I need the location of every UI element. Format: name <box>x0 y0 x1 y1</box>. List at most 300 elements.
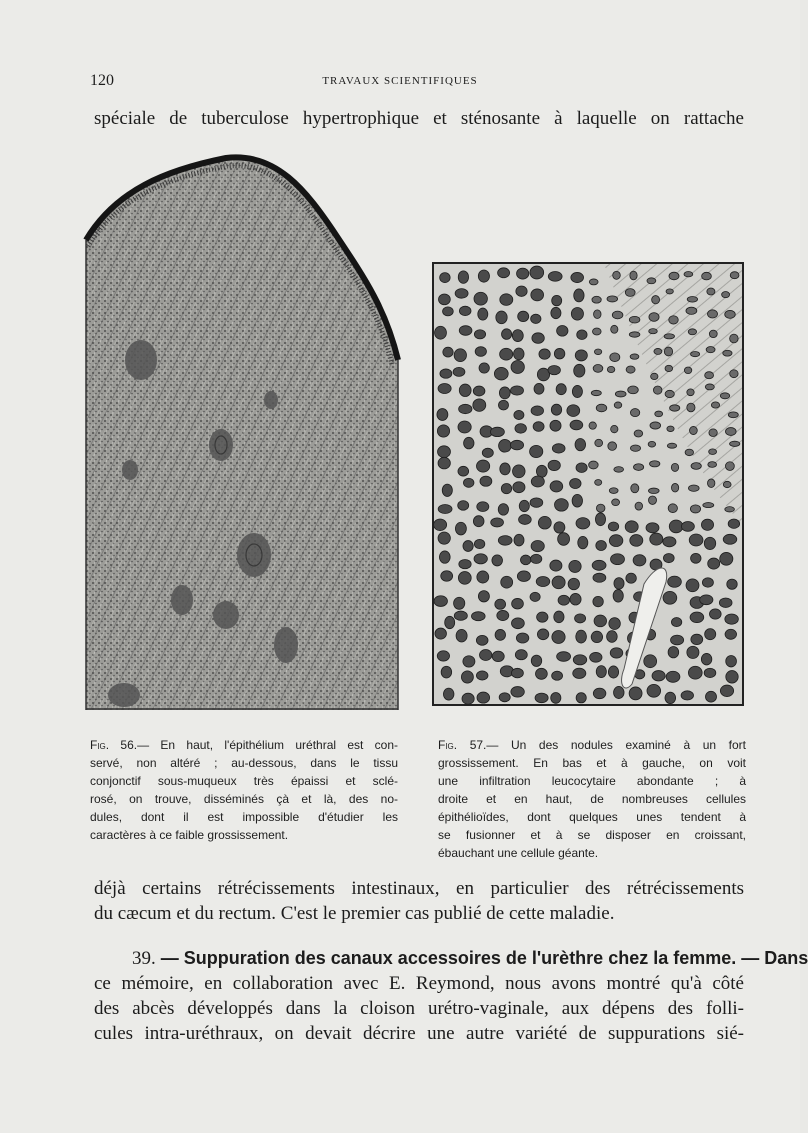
cell-nucleus <box>687 389 694 396</box>
cell-nucleus <box>517 571 530 582</box>
cell-nucleus <box>536 465 547 477</box>
cell-nucleus <box>514 410 524 419</box>
cell-nucleus <box>589 461 599 469</box>
cell-nucleus <box>578 536 588 548</box>
cell-nucleus <box>648 488 659 493</box>
cell-nucleus <box>607 631 618 643</box>
cell-nucleus <box>477 571 489 583</box>
cell-nucleus <box>707 310 717 318</box>
cell-nucleus <box>705 384 714 390</box>
cell-nucleus <box>663 553 674 562</box>
cell-nucleus <box>552 295 562 305</box>
cell-nucleus <box>554 611 564 623</box>
cell-nucleus <box>595 513 605 526</box>
cell-nucleus <box>455 289 468 299</box>
section-number: 39. <box>132 948 156 969</box>
cell-nucleus <box>650 422 661 429</box>
cell-nucleus <box>669 316 679 324</box>
cell-nucleus <box>684 367 691 374</box>
cell-nucleus <box>700 595 713 605</box>
cell-nucleus <box>575 614 586 623</box>
cell-nucleus <box>551 404 561 415</box>
cell-nucleus <box>690 612 704 623</box>
cell-nucleus <box>497 610 509 620</box>
cell-nucleus <box>550 420 561 431</box>
cell-nucleus <box>705 629 716 640</box>
cell-nucleus <box>634 430 643 437</box>
cell-nucleus <box>647 684 661 697</box>
cell-nucleus <box>668 576 682 587</box>
cell-nucleus <box>443 688 453 700</box>
cell-nucleus <box>576 463 587 473</box>
cell-nucleus <box>634 464 644 471</box>
cell-nucleus <box>704 537 715 549</box>
cell-nucleus <box>667 443 676 448</box>
cell-nucleus <box>438 532 450 544</box>
cell-nucleus <box>635 502 643 510</box>
cell-nucleus <box>705 691 716 702</box>
cell-nucleus <box>459 559 471 568</box>
cell-nucleus <box>594 310 601 319</box>
cell-nucleus <box>511 361 524 374</box>
cell-nucleus <box>592 296 601 303</box>
cell-nucleus <box>614 402 622 408</box>
figure-57-micrograph <box>432 262 744 706</box>
cell-nucleus <box>440 273 450 283</box>
figure-56-micrograph <box>86 150 398 710</box>
caption-line: se fusionner et à se disposer en croissant, <box>438 828 746 842</box>
cell-nucleus <box>702 272 712 280</box>
cell-nucleus <box>499 693 510 702</box>
cell-nucleus <box>495 599 506 609</box>
cell-nucleus <box>701 653 711 665</box>
cell-nucleus <box>557 652 571 662</box>
cell-nucleus <box>443 307 454 316</box>
cell-nucleus <box>475 347 486 357</box>
body-line: ce mémoire, en collaboration avec E. Reymond, nous avons montré qu'à côté <box>94 973 744 994</box>
cell-nucleus <box>725 507 735 512</box>
cell-nucleus <box>663 591 677 604</box>
cell-nucleus <box>454 349 466 362</box>
cell-nucleus <box>443 347 453 357</box>
cell-nucleus <box>709 330 717 338</box>
cell-nucleus <box>461 671 473 683</box>
cell-nucleus <box>726 671 738 683</box>
top-text-line: spéciale de tuberculose hypertrophique et sténosante à laquelle on rattache <box>94 108 744 129</box>
cell-nucleus <box>728 519 739 528</box>
caption-line: Fig. 56.— En haut, l'épithélium uréthral est con- <box>90 738 398 752</box>
cell-nucleus <box>571 272 584 282</box>
cell-nucleus <box>669 520 683 533</box>
cell-nucleus <box>574 289 584 302</box>
cell-nucleus <box>439 551 450 563</box>
cell-nucleus <box>652 671 665 681</box>
cell-nucleus <box>458 466 469 476</box>
cell-nucleus <box>500 294 513 306</box>
cell-nucleus <box>592 328 601 335</box>
cell-nucleus <box>607 296 618 302</box>
cell-nucleus <box>725 462 734 471</box>
cell-nucleus <box>532 333 544 344</box>
cell-nucleus <box>517 268 529 279</box>
section-title: Suppuration des canaux accessoires de l'urèthre chez la femme. <box>183 948 737 968</box>
cell-nucleus <box>435 628 446 639</box>
cell-nucleus <box>608 442 617 451</box>
cell-nucleus <box>665 692 676 703</box>
cell-nucleus <box>463 541 473 552</box>
cell-nucleus <box>435 326 447 339</box>
cell-nucleus <box>614 578 624 590</box>
cell-nucleus <box>613 271 621 279</box>
cell-nucleus <box>704 668 716 677</box>
cell-nucleus <box>596 541 607 551</box>
cell-nucleus <box>572 385 582 397</box>
cell-nucleus <box>589 279 598 285</box>
cell-nucleus <box>531 655 541 666</box>
cell-nucleus <box>536 577 550 587</box>
cell-nucleus <box>438 504 452 513</box>
cell-nucleus <box>608 666 618 678</box>
caption-line: conjonctif sous-muqueux très épaissi et sclé- <box>90 774 398 788</box>
cell-nucleus <box>556 384 566 395</box>
cell-nucleus <box>607 366 614 372</box>
cell-nucleus <box>476 635 488 645</box>
cell-nucleus <box>625 521 638 533</box>
cell-nucleus <box>539 349 550 359</box>
cell-nucleus <box>477 692 490 703</box>
cell-nucleus <box>554 522 565 533</box>
cell-nucleus <box>730 334 739 343</box>
cell-nucleus <box>551 692 561 703</box>
cell-nucleus <box>441 571 453 581</box>
cell-nucleus <box>516 633 528 643</box>
cell-nucleus <box>702 578 713 587</box>
cell-nucleus <box>615 391 626 397</box>
cell-nucleus <box>709 449 717 455</box>
cell-nucleus <box>596 504 605 512</box>
cell-nucleus <box>685 449 693 456</box>
cell-nucleus <box>531 476 544 487</box>
cell-nucleus <box>630 271 637 280</box>
cell-nucleus <box>459 306 471 315</box>
figure-57-cells <box>434 264 742 704</box>
cell-nucleus <box>725 310 736 318</box>
cell-nucleus <box>538 516 551 529</box>
cell-nucleus <box>593 573 606 582</box>
cell-nucleus <box>626 366 635 373</box>
cell-nucleus <box>438 383 451 393</box>
cell-nucleus <box>691 553 701 563</box>
cell-nucleus <box>613 590 623 603</box>
caption-line: épithélioïdes, dont quelques unes tendent à <box>438 810 746 824</box>
cell-nucleus <box>551 307 561 318</box>
cell-nucleus <box>512 330 523 342</box>
cell-nucleus <box>474 554 487 564</box>
cell-nucleus <box>576 518 590 529</box>
cell-nucleus <box>495 629 505 640</box>
cell-nucleus <box>720 552 733 565</box>
cell-nucleus <box>474 292 487 305</box>
cell-nucleus <box>629 332 640 337</box>
cell-nucleus <box>510 440 523 450</box>
cell-nucleus <box>473 399 486 411</box>
cell-nucleus <box>471 612 485 621</box>
cell-nucleus <box>648 441 655 447</box>
cell-nucleus <box>690 505 700 513</box>
cell-nucleus <box>591 390 601 395</box>
cell-nucleus <box>709 429 717 437</box>
cell-nucleus <box>681 521 694 531</box>
cell-nucleus <box>438 446 451 458</box>
cell-nucleus <box>573 668 586 678</box>
cell-nucleus <box>665 390 674 397</box>
cell-nucleus <box>459 404 472 413</box>
cell-nucleus <box>594 615 607 627</box>
cell-nucleus <box>730 370 738 378</box>
cell-nucleus <box>719 598 732 607</box>
cell-nucleus <box>536 668 548 679</box>
cell-nucleus <box>501 483 511 493</box>
cell-nucleus <box>537 612 548 622</box>
cell-nucleus <box>671 635 684 645</box>
section-39-paragraph <box>94 946 808 1046</box>
cell-nucleus <box>633 555 646 566</box>
cell-nucleus <box>514 348 525 360</box>
cell-nucleus <box>686 307 697 314</box>
cell-nucleus <box>533 422 544 432</box>
cell-nucleus <box>438 294 450 305</box>
cell-nucleus <box>511 668 523 678</box>
cell-nucleus <box>652 296 660 304</box>
cell-nucleus <box>476 460 489 472</box>
cell-nucleus <box>519 500 529 511</box>
cell-nucleus <box>705 372 714 379</box>
cell-nucleus <box>478 591 489 602</box>
cell-nucleus <box>668 504 677 513</box>
cell-nucleus <box>575 438 586 450</box>
cell-nucleus <box>516 286 527 296</box>
cell-nucleus <box>631 484 639 493</box>
cell-nucleus <box>463 656 475 667</box>
cell-nucleus <box>458 572 471 585</box>
cell-nucleus <box>498 400 508 410</box>
caption-line: dules, dont il est impossible d'étudier les <box>90 810 398 824</box>
cell-nucleus <box>548 272 562 282</box>
cell-nucleus <box>552 631 565 644</box>
running-title: TRAVAUX SCIENTIFIQUES <box>322 75 478 87</box>
cell-nucleus <box>671 618 681 627</box>
cell-nucleus <box>681 691 693 700</box>
cell-nucleus <box>458 501 469 511</box>
figure-57-caption <box>438 736 746 862</box>
cell-nucleus <box>609 618 620 630</box>
cell-nucleus <box>519 515 532 525</box>
cell-nucleus <box>596 666 606 678</box>
cell-nucleus <box>614 467 624 473</box>
cell-nucleus <box>557 325 568 336</box>
cell-nucleus <box>691 634 703 644</box>
cell-nucleus <box>569 560 581 572</box>
cell-nucleus <box>498 536 512 546</box>
cell-nucleus <box>687 297 697 303</box>
cell-nucleus <box>653 386 662 394</box>
cell-nucleus <box>664 347 672 356</box>
cell-nucleus <box>576 630 587 643</box>
cell-nucleus <box>548 460 560 470</box>
cell-nucleus <box>730 272 739 279</box>
cell-nucleus <box>572 494 582 507</box>
cell-nucleus <box>570 593 581 605</box>
cell-nucleus <box>477 502 489 512</box>
cell-nucleus <box>589 422 596 429</box>
cell-nucleus <box>537 629 548 640</box>
cell-nucleus <box>530 592 540 601</box>
cell-nucleus <box>531 540 544 551</box>
cell-nucleus <box>630 354 639 359</box>
cell-nucleus <box>688 666 702 679</box>
caption-line: une infiltration leucocytaire abondante ; à <box>438 774 746 788</box>
cell-nucleus <box>663 537 676 547</box>
cell-nucleus <box>570 478 581 488</box>
cell-nucleus <box>723 350 732 356</box>
cell-nucleus <box>571 307 583 320</box>
cell-nucleus <box>482 448 493 457</box>
cell-nucleus <box>671 483 678 492</box>
cell-nucleus <box>612 499 620 506</box>
body-line: cules intra-uréthraux, on devait décrire une autre variété de suppurations sié- <box>94 1023 744 1044</box>
cell-nucleus <box>686 579 699 592</box>
caption-line: Fig. 57.— Un des nodules examiné à un fort <box>438 738 746 752</box>
cell-nucleus <box>437 651 449 661</box>
cell-nucleus <box>655 411 663 417</box>
cell-nucleus <box>628 386 639 394</box>
cell-nucleus <box>644 655 657 668</box>
cell-nucleus <box>688 485 699 491</box>
cell-nucleus <box>608 522 618 531</box>
cell-nucleus <box>725 614 739 624</box>
cell-nucleus <box>498 504 508 516</box>
cell-nucleus <box>500 348 513 360</box>
cell-nucleus <box>648 496 656 504</box>
cell-nucleus <box>610 353 620 362</box>
cell-nucleus <box>567 405 580 417</box>
cell-nucleus <box>669 272 679 280</box>
cell-nucleus <box>502 329 512 340</box>
cell-nucleus <box>650 461 660 467</box>
cell-nucleus <box>596 404 607 412</box>
cell-nucleus <box>665 365 673 371</box>
cell-nucleus <box>531 554 542 563</box>
cell-nucleus <box>476 671 488 680</box>
cell-nucleus <box>534 383 544 394</box>
cell-nucleus <box>720 685 733 696</box>
cell-nucleus <box>709 609 721 619</box>
cell-nucleus <box>437 425 449 437</box>
cell-nucleus <box>501 576 513 588</box>
cell-nucleus <box>654 348 662 354</box>
cell-nucleus <box>513 465 526 478</box>
cell-nucleus <box>611 554 625 565</box>
cell-nucleus <box>593 688 606 699</box>
caption-line: ébauchant une cellule géante. <box>438 846 599 860</box>
cell-nucleus <box>478 308 488 320</box>
cell-nucleus <box>592 560 606 570</box>
cell-nucleus <box>609 488 618 494</box>
cell-nucleus <box>671 463 678 471</box>
cell-nucleus <box>647 278 656 284</box>
cell-nucleus <box>463 478 473 487</box>
cell-nucleus <box>558 533 570 546</box>
cell-nucleus <box>552 444 565 453</box>
cell-nucleus <box>530 498 543 507</box>
cell-nucleus <box>438 457 450 469</box>
cell-nucleus <box>558 595 569 605</box>
cell-nucleus <box>691 463 701 470</box>
cell-nucleus <box>513 482 525 493</box>
cell-nucleus <box>707 479 714 487</box>
cell-nucleus <box>535 693 548 703</box>
cell-nucleus <box>629 316 640 323</box>
cell-nucleus <box>473 516 484 527</box>
cell-nucleus <box>456 629 467 642</box>
cell-nucleus <box>595 479 602 485</box>
caption-line: caractères à ce faible grossissement. <box>90 828 289 842</box>
cell-nucleus <box>554 499 568 512</box>
cell-nucleus <box>531 314 541 323</box>
cell-nucleus <box>554 348 564 359</box>
figure-56-caption <box>90 736 398 844</box>
figure-56-label: Fig. 56. <box>90 738 138 752</box>
cell-nucleus <box>730 441 740 446</box>
cell-nucleus <box>630 535 643 547</box>
cell-nucleus <box>494 367 508 379</box>
cell-nucleus <box>498 268 510 278</box>
cell-nucleus <box>491 518 504 527</box>
cell-nucleus <box>629 687 642 700</box>
cell-nucleus <box>593 596 603 606</box>
cell-nucleus <box>479 363 489 373</box>
cell-nucleus <box>612 311 623 319</box>
cell-nucleus <box>666 289 673 294</box>
cell-nucleus <box>595 439 603 446</box>
cell-nucleus <box>548 365 560 374</box>
cell-nucleus <box>552 576 565 589</box>
cell-nucleus <box>593 364 603 372</box>
caption-line: grossissement. En bas et à gauche, on voit <box>438 756 746 770</box>
cell-nucleus <box>684 272 693 277</box>
cell-nucleus <box>590 652 602 662</box>
cell-nucleus <box>690 426 698 434</box>
cell-nucleus <box>474 330 485 339</box>
cell-nucleus <box>625 289 635 297</box>
cell-nucleus <box>591 631 602 642</box>
cell-nucleus <box>723 481 731 487</box>
cell-nucleus <box>609 535 623 547</box>
cell-nucleus <box>701 519 713 530</box>
cell-nucleus <box>462 693 474 704</box>
cell-nucleus <box>531 406 543 415</box>
cell-nucleus <box>445 616 455 628</box>
cell-nucleus <box>722 292 730 298</box>
cell-nucleus <box>594 349 601 355</box>
cell-nucleus <box>687 646 699 658</box>
cell-nucleus <box>577 330 587 340</box>
cell-nucleus <box>515 424 527 434</box>
cell-nucleus <box>550 481 563 492</box>
cell-nucleus <box>649 313 659 322</box>
cell-nucleus <box>511 618 524 629</box>
cell-nucleus <box>610 648 623 658</box>
